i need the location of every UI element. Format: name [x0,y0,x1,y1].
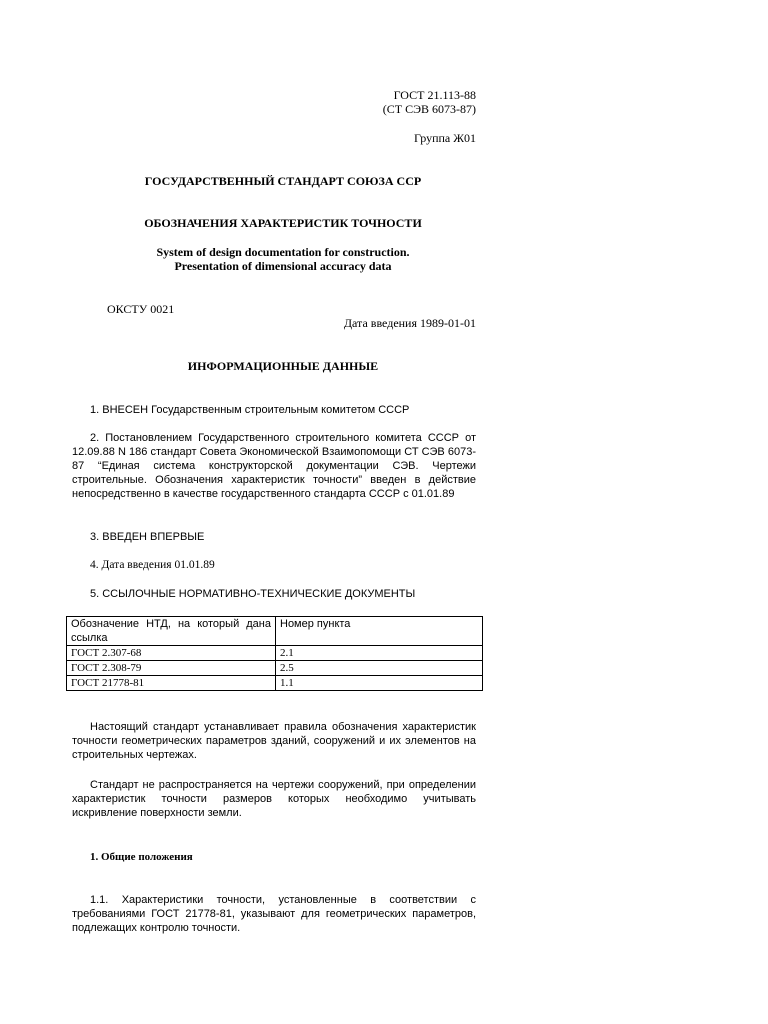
table-cell-ntd: ГОСТ 2.308-79 [67,661,276,676]
body-paragraph-3-text: 1.1. Характеристики точности, установленные в соответствии с требованиями ГОСТ 21778-81, указывают для геометрических параметров, подлежащих контролю точности. [72,894,476,934]
table-cell-ntd: ГОСТ 2.307-68 [67,646,276,661]
table-cell-clause: 1.1 [276,676,483,691]
okstu-code: ОКСТУ 0021 [107,302,175,316]
body-paragraph-1-text: Настоящий стандарт устанавливает правила обозначения характеристик точности геометрических параметров зданий, сооружений и их элементов на строительных чертежах. [72,721,476,761]
table-cell-clause: 2.5 [276,661,483,676]
info-item-3: 3. ВВЕДЕН ВПЕРВЫЕ [90,531,205,543]
table-header-row [67,617,483,646]
gost-code: ГОСТ 21.113-88 [393,88,476,102]
state-standard-title: ГОСУДАРСТВЕННЫЙ СТАНДАРТ СОЮЗА ССР [144,174,422,188]
english-title-line-1: System of design documentation for construction. [156,245,410,259]
table-cell-clause: 2.1 [276,646,483,661]
info-item-5: 5. ССЫЛОЧНЫЕ НОРМАТИВНО-ТЕХНИЧЕСКИЕ ДОКУМЕНТЫ [90,588,416,600]
table-row [67,676,483,691]
table-row [67,646,483,661]
info-item-2-text: 2. Постановлением Государственного строительного комитета СССР от 12.09.88 N 186 стандарт Совета Экономической Взаимопомощи СТ СЭВ 6073-87 “Единая система конструкторской документации СЭВ. Чертежи строительные. Обозначения характеристик точности” введен в действие непосредственно в качестве государственного стандарта СССР с 01.01.89 [72,432,476,500]
table-header-ntd: Обозначение НТД, на который дана ссылка [67,617,276,646]
english-title-line-2: Presentation of dimensional accuracy data [174,259,392,273]
body-paragraph-2-text: Стандарт не распространяется на чертежи сооружений, при определении характеристик точности размеров которых необходимо учитывать искривление поверхности земли. [72,779,476,819]
reference-documents-table [66,616,483,691]
body-paragraph-3 [72,893,476,935]
table-row [67,661,483,676]
body-paragraph-2 [72,778,476,820]
st-sev-code: (СТ СЭВ 6073-87) [382,102,476,116]
info-heading: ИНФОРМАЦИОННЫЕ ДАННЫЕ [187,359,379,373]
table-cell-ntd: ГОСТ 21778-81 [67,676,276,691]
main-title: ОБОЗНАЧЕНИЯ ХАРАКТЕРИСТИК ТОЧНОСТИ [144,216,422,230]
group-code: Группа Ж01 [414,131,476,145]
section-1-heading: 1. Общие положения [90,851,193,863]
info-item-1: 1. ВНЕСЕН Государственным строительным комитетом СССР [90,404,410,416]
info-item-2 [72,431,476,501]
table-header-clause: Номер пункта [276,617,483,646]
body-paragraph-1 [72,720,476,762]
info-item-4: 4. Дата введения 01.01.89 [90,559,215,571]
introduction-date: Дата введения 1989-01-01 [343,316,476,330]
